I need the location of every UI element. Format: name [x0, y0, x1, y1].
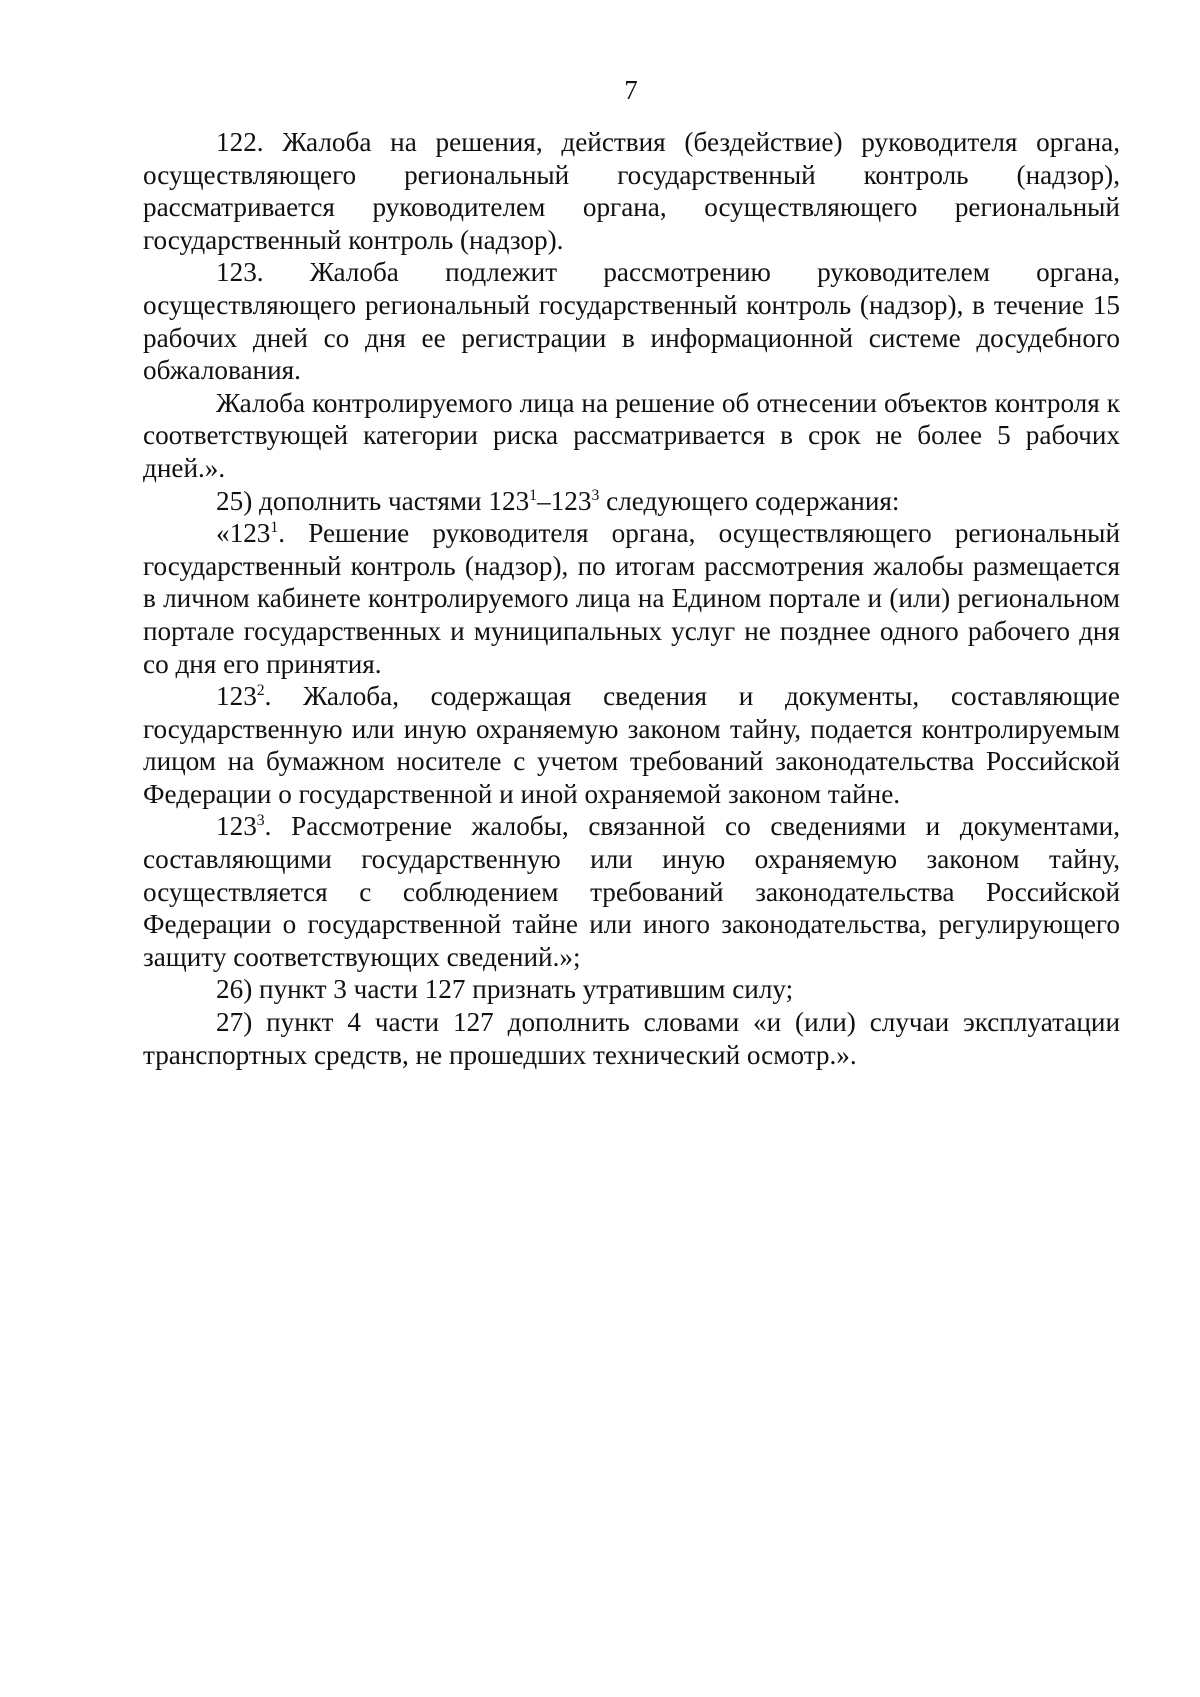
paragraph-123-3-number: 123 — [216, 811, 257, 842]
paragraph-123-2-number: 123 — [216, 681, 257, 712]
paragraph-123-risk: Жалоба контролируемого лица на решение об отнесении объектов контроля к соответствующей категории риска рассматривается в срок не более 5 рабочих дней.». — [143, 387, 1120, 483]
paragraph-123-1-text: . Решение руководителя органа, осуществляющего региональный государственный контроль (надзор), по итогам рассмотрения жалобы размещается в личном кабинете контролируемого лица на Едином портале и (или) региональном портале государственных и муниципальных услуг не позднее одного рабочего дня со дня его принятия. — [143, 518, 1120, 679]
paragraph-123-3 — [143, 810, 1120, 973]
document-body — [143, 126, 1120, 1071]
paragraph-123-1-sup: 1 — [270, 519, 279, 537]
paragraph-123-3-text: . Рассмотрение жалобы, связанной со сведениями и документами, составляющими государственную или иную охраняемую законом тайну, осуществляется с соблюдением требований законодательства Российской Федерации о государственной тайне или иного законодательства, регулирующего защиту соответствующих сведений.»; — [143, 811, 1120, 972]
paragraph-25-suffix: следующего содержания: — [599, 485, 900, 516]
paragraph-123-3-sup: 3 — [256, 812, 265, 830]
paragraph-25-sup1: 1 — [529, 486, 538, 504]
paragraph-123-1 — [143, 517, 1120, 680]
paragraph-27: 27) пункт 4 части 127 дополнить словами «и (или) случаи эксплуатации транспортных средств, не прошедших технический осмотр.». — [143, 1007, 1120, 1070]
paragraph-123-1-number: «123 — [216, 518, 271, 549]
paragraph-123-2-text: . Жалоба, содержащая сведения и документы, составляющие государственную или иную охраняемую законом тайну, подается контролируемым лицом на бумажном носителе с учетом требований законодательства Российской Федерации о государственной и иной охраняемой законом тайне. — [143, 681, 1120, 809]
paragraph-122: 122. Жалоба на решения, действия (бездействие) руководителя органа, осуществляющего региональный государственный контроль (надзор), рассматривается руководителем органа, осуществляющего региональный государственный контроль (надзор). — [143, 127, 1120, 255]
paragraph-25-dash: –123 — [537, 485, 592, 516]
page-number: 7 — [624, 75, 638, 105]
paragraph-123-2-sup: 2 — [256, 682, 265, 700]
paragraph-25 — [143, 485, 1120, 518]
paragraph-123: 123. Жалоба подлежит рассмотрению руководителем органа, осуществляющего региональный государственный контроль (надзор), в течение 15 рабочих дней со дня ее регистрации в информационной системе досудебного обжалования. — [143, 257, 1120, 386]
paragraph-26: 26) пункт 3 части 127 признать утратившим силу; — [216, 974, 794, 1005]
paragraph-25-sup2: 3 — [591, 486, 600, 504]
paragraph-25-prefix: 25) дополнить частями 123 — [216, 485, 530, 516]
paragraph-123-2 — [143, 680, 1120, 810]
